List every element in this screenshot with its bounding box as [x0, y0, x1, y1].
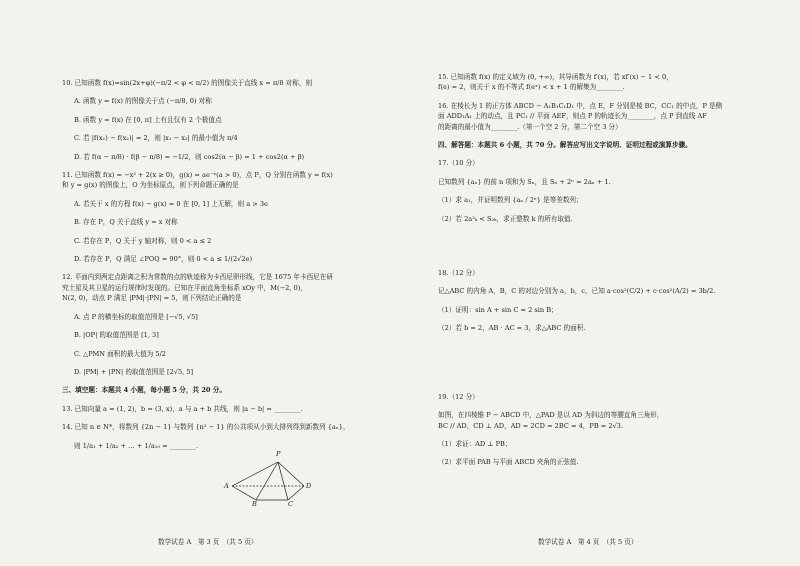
- section-4-heading: 四、解答题：本题共 6 小题，共 70 分。解答应写出文字说明、证明过程或演算步骤。: [438, 141, 692, 150]
- q15-stem: 15. 已知函数 f(x) 的定义域为 (0, +∞)，其导函数为 f′(x)，若 xf′(x) − 1 < 0，: [438, 73, 673, 81]
- q15-stem-2: f(e) = 2，则关于 x 的不等式 f(eˣ) < x + 1 的解集为________.: [438, 83, 625, 92]
- q11-option-b: B. 存在 P，Q 关于直线 y = x 对称: [74, 218, 178, 227]
- q10-option-b: B. 函数 y = f(x) 在 [0, π] 上有且仅有 2 个极值点: [74, 115, 222, 124]
- q12-option-d: D. |PM| + |PN| 的取值范围是 [2√5, 5]: [74, 367, 194, 376]
- q19-part-1: （1）求证：AD ⊥ PB；: [438, 439, 512, 448]
- figure-label-a: A: [224, 482, 229, 490]
- q12-option-a: A. 点 P 的横坐标的取值范围是 [−√5, √5]: [74, 312, 198, 321]
- q14-stem-2: 则 1/a₁ + 1/a₂ + … + 1/a₁₀ = ________.: [74, 441, 199, 450]
- q10-option-c: C. 若 |f(x₁) − f(x₂)| = 2，则 |x₁ − x₂| 的最小值为 π/4: [74, 134, 238, 143]
- q19-part-2: （2）求平面 PAB 与平面 ABCD 夹角的正弦值.: [438, 458, 579, 467]
- figure-label-p: P: [276, 450, 281, 458]
- right-page-footer: 数学试卷 A 第 4 页 （共 5 页）: [538, 538, 638, 546]
- q10-option-d: D. 若 f(α − π/8) · f(β − π/8) = −1/2，则 cos2(α − β) = 1 + cos2(α + β): [74, 152, 305, 161]
- q17-part-2: （2）若 2a²ₖ < S₂ₖ，求正整数 k 的所有取值.: [438, 214, 573, 223]
- q11-stem-2: 和 y = g(x) 的图像上，O 为坐标原点，则下列命题正确的是: [62, 181, 239, 190]
- q11-option-a: A. 若关于 x 的方程 f(x) − g(x) = 0 在 [0, 1] 上无解，则 a > 3e: [74, 199, 268, 208]
- q11-option-c: C. 若存在 P，Q 关于 y 轴对称，则 0 < a ≤ 2: [74, 236, 212, 245]
- q18-part-1: （1）证明：sin A + sin C = 2 sin B；: [438, 305, 558, 314]
- q12-stem: 12. 平面内到两定点距离之积为常数的点的轨迹称为卡西尼卵形线，它是 1675 年卡西尼在研: [62, 273, 333, 282]
- q17-stem: 已知数列 {aₙ} 的前 n 项和为 Sₙ，且 Sₙ + 2ⁿ = 2aₙ + 1.: [438, 177, 611, 186]
- q13: 13. 已知向量 a = (1, 2)，b = (3, x)，a 与 a + b 共线，则 |a − b| = ________.: [62, 404, 303, 413]
- q18-head: 18.（12 分）: [438, 269, 479, 278]
- pyramid-figure: [222, 450, 318, 508]
- right-page: [400, 0, 800, 566]
- q12-option-b: B. |OP| 的取值范围是 [1, 3]: [74, 331, 159, 340]
- q10-option-a: A. 函数 y = f(x) 的图像关于点 (−π/8, 0) 对称: [74, 97, 212, 106]
- q16-stem: 16. 在棱长为 1 的正方体 ABCD − A₁B₁C₁D₁ 中，点 E，F 分别是棱 BC，CC₁ 的中点，P 是侧: [438, 101, 723, 110]
- pyramid-diagram: [222, 458, 318, 504]
- q19-head: 19.（12 分）: [438, 392, 479, 401]
- q19-stem: 如图，在四棱锥 P − ABCD 中，△PAD 是以 AD 为斜边的等腰直角三角形，: [438, 411, 664, 420]
- q10-stem: 10. 已知函数 f(x)=sin(2x+φ)(−π/2 < φ < π/2) 的图像关于直线 x = π/8 对称，则: [62, 79, 313, 87]
- q19-stem-2: BC // AD，CD ⊥ AD，AD = 2CD = 2BC = 4，PB = 2√3.: [438, 421, 624, 430]
- figure-label-d: D: [306, 482, 312, 490]
- q16-stem-3: 的距离的最小值为________.（第一个空 2 分，第二个空 3 分）: [438, 122, 622, 131]
- figure-label-b: B: [252, 500, 257, 508]
- q18-stem: 记△ABC 的内角 A，B，C 的对边分别为 a，b，c，已知 a·cos²(C/2) + c·cos²(A/2) = 3b/2.: [438, 287, 716, 296]
- q11-stem: 11. 已知函数 f(x) = −x² + 2(x ≥ 0)，g(x) = ae⁻ˣ(a > 0)，点 P，Q 分别在函数 y = f(x): [62, 171, 333, 180]
- q17-head: 17.（10 分）: [438, 159, 479, 168]
- figure-label-c: C: [288, 500, 294, 508]
- q16-stem-2: 面 ADD₁A₁ 上的动点，且 PC₁ // 平面 AEF，则点 P 的轨迹长为________，点 P 到直线 AF: [438, 112, 707, 121]
- q12-option-c: C. △PMN 面积的最大值为 5/2: [74, 349, 166, 358]
- q11-option-d: D. 若存在 P，Q 满足 ∠POQ = 90°，则 0 < a ≤ 1/(2√2e): [74, 255, 253, 264]
- q14-stem: 14. 已知 n ∈ N*，将数列 {2n − 1} 与数列 {n² − 1} 的公共项从小到大排列得到新数列 {aₙ}，: [62, 423, 350, 432]
- q18-part-2: （2）若 b = 2，AB · AC = 3，求△ABC 的面积.: [438, 324, 586, 333]
- section-3-heading: 三、填空题：本题共 4 小题，每小题 5 分，共 20 分。: [62, 386, 226, 395]
- q12-stem-3: N(2, 0)，动点 P 满足 |PM|·|PN| = 5，则下列结论正确的是: [62, 294, 242, 303]
- q12-stem-2: 究土星及其卫星的运行规律时发现的。已知在平面直角坐标系 xOy 中，M(−2, 0)，: [62, 283, 307, 292]
- q17-part-1: （1）求 a₁，并证明数列 {aₙ / 2ⁿ} 是等差数列；: [438, 196, 583, 205]
- left-page-footer: 数学试卷 A 第 3 页 （共 5 页）: [158, 538, 258, 546]
